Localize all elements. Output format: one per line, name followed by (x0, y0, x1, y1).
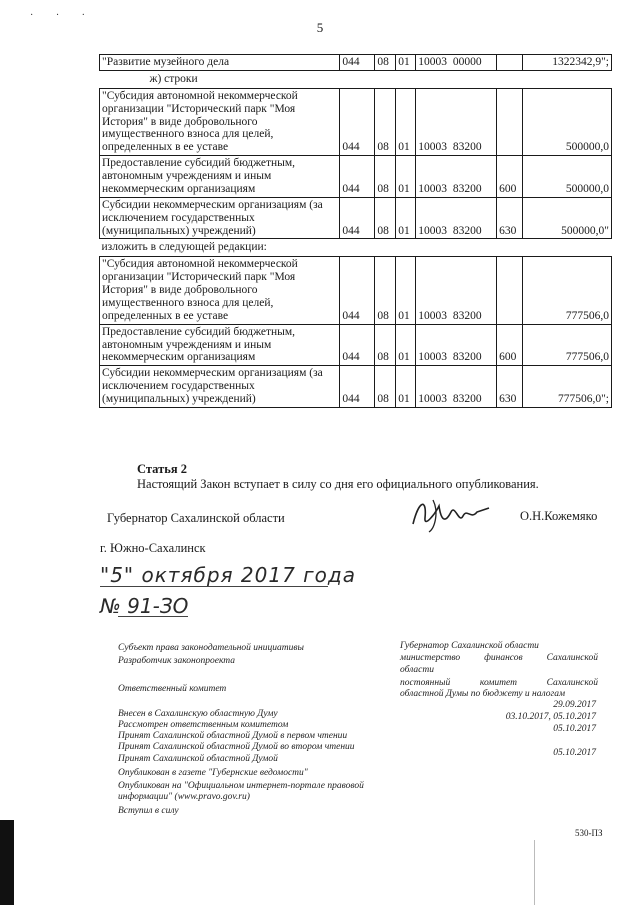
meta-committee-label: Ответственный комитет (118, 684, 227, 694)
page-number: 5 (316, 20, 324, 35)
meta-published-portal-label-cont: информации" (www.pravo.gov.ru) (118, 792, 250, 802)
meta-committee-value-cont: областной Думы по бюджету и налогам (400, 689, 566, 699)
meta-submitted-value: 29.09.2017 (553, 700, 596, 710)
meta-adopted-label: Принят Сахалинской областной Думой (118, 754, 278, 764)
meta-reviewed-label: Рассмотрен ответственным комитетом (118, 720, 289, 730)
meta-adopted-value: 05.10.2017 (553, 748, 596, 758)
meta-initiator-value: Губернатор Сахалинской области (400, 641, 539, 651)
table-row: Предоставление субсидий бюджетным, автономным учреждениям и иным некоммерческим организациям 044 08 01 10003 83200 600 500000,0 (100, 156, 612, 198)
article-text: Настоящий Закон вступает в силу со дня его официального опубликования. (137, 477, 539, 491)
budget-table (99, 54, 612, 408)
meta-second-reading-label: Принят Сахалинской областной Думой во втором чтении (118, 742, 355, 752)
scan-edge-bar (0, 820, 14, 905)
meta-submitted-label: Внесен в Сахалинскую областную Думу (118, 709, 278, 719)
meta-first-reading-value: 05.10.2017 (553, 724, 596, 734)
law-number: № 91-ЗО (100, 594, 189, 618)
note-row: ж) строки (149, 72, 198, 85)
meta-published-portal-label: Опубликован на "Официальном интернет-портале правовой (118, 781, 364, 791)
table-row: "Субсидия автономной некоммерческой организации "Исторический парк "Моя История" в виде добровольного имущественного взноса для целей, определенных в ее уставе 044 08 01 10003 83200 777506,0 (100, 257, 612, 324)
meta-reviewed-value: 03.10.2017, 05.10.2017 (505, 712, 596, 722)
meta-published-newspaper-label: Опубликован в газете "Губернские ведомости" (118, 768, 308, 778)
meta-developer-value: министерство финансов Сахалинской (400, 653, 598, 663)
scan-fold-line (534, 840, 535, 905)
table-row: "Развитие музейного дела 044 08 01 10003 00000 1322342,9"; (100, 55, 612, 71)
meta-in-force-label: Вступил в силу (118, 806, 179, 816)
date-underline (100, 586, 328, 587)
meta-developer-value-cont: области (400, 665, 435, 675)
meta-initiator-label: Субъект права законодательной инициативы (118, 643, 304, 653)
governor-title: Губернатор Сахалинской области (107, 511, 285, 525)
scan-specks: · · · (30, 10, 95, 21)
handwritten-signature (405, 494, 495, 534)
governor-name: О.Н.Кожемяко (520, 509, 598, 523)
note-row: изложить в следующей редакции: (101, 241, 267, 254)
table-row: Предоставление субсидий бюджетным, автономным учреждениям и иным некоммерческим организациям 044 08 01 10003 83200 600 777506,0 (100, 324, 612, 366)
meta-first-reading-label: Принят Сахалинской областной Думой в первом чтении (118, 731, 348, 741)
table-row: Субсидии некоммерческим организациям (за исключением государственных (муниципальных) учреждений) 044 08 01 10003 83200 630 500000,0" (100, 197, 612, 239)
table-row: Субсидии некоммерческим организациям (за исключением государственных (муниципальных) учреждений) 044 08 01 10003 83200 630 777506,0"; (100, 366, 612, 408)
document-code: 530-ПЗ (575, 828, 603, 838)
table-row: "Субсидия автономной некоммерческой организации "Исторический парк "Моя История" в виде добровольного имущественного взноса для целей, определенных в ее уставе 044 08 01 10003 83200 500000,0 (100, 88, 612, 155)
law-number-underline (118, 616, 188, 617)
city: г. Южно-Сахалинск (100, 541, 206, 555)
handwritten-date: "5" октября 2017 года (100, 563, 356, 587)
article-title: Статья 2 (137, 462, 187, 476)
meta-committee-value: постоянный комитет Сахалинской (400, 678, 598, 688)
meta-developer-label: Разработчик законопроекта (118, 656, 236, 666)
